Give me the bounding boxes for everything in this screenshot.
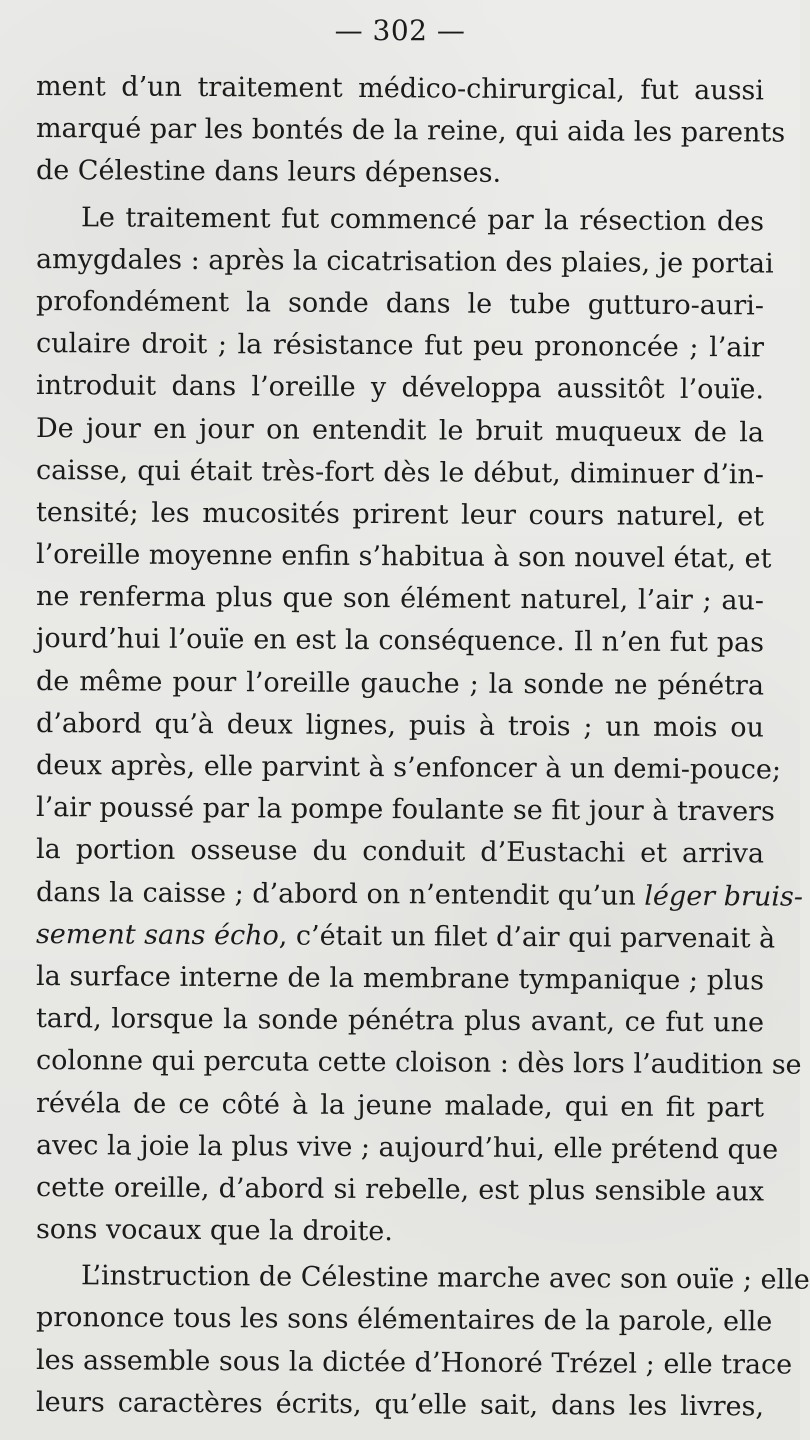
text-line: caisse, qui était très-fort dès le début, diminuer d’in- — [35, 454, 765, 491]
text-line: tard, lorsque la sonde pénétra plus avant, ce fut une — [35, 1003, 765, 1039]
line-suffix: , c’était un filet d’air qui parvenait à — [278, 920, 776, 955]
text-line: culaire droit ; la résistance fut peu prononcée ; l’air — [35, 328, 765, 364]
italic-phrase: léger bruis- — [644, 880, 804, 913]
text-line: marqué par les bontés de la reine, qui aida les parents — [35, 113, 786, 149]
text-line: jourd’hui l’ouïe en est la conséquence. Il n’en fut pas — [35, 623, 765, 659]
text-line: ment d’un traitement médico-chirurgical, fut aussi — [35, 71, 765, 107]
text-line: introduit dans l’oreille y développa aussitôt l’ouïe. — [35, 370, 765, 406]
text-line: sons vocaux que la droite. — [35, 1214, 393, 1248]
text-line: leurs caractères écrits, qu’elle sait, dans les livres, — [35, 1386, 765, 1423]
text-line — [35, 872, 804, 919]
text-line: de même pour l’oreille gauche ; la sonde ne pénétra — [35, 665, 765, 702]
text-line — [35, 914, 776, 961]
text-line: ne renferma plus que son élément naturel, l’air ; au- — [35, 581, 765, 617]
text-line: d’abord qu’à deux lignes, puis à trois ; un mois ou — [35, 707, 765, 744]
text-line: amygdales : après la cicatrisation des plaies, je portai — [35, 243, 774, 280]
text-line: la portion osseuse du conduit d’Eustachi et arriva — [35, 834, 765, 870]
text-line: deux après, elle parvint à s’enfoncer à un demi-pouce; — [35, 750, 782, 786]
text-line: Le traitement fut commencé par la résection des — [80, 201, 765, 238]
line-prefix: dans la caisse ; d’abord on n’entendit qu’un — [35, 876, 645, 912]
text-line: cette oreille, d’abord si rebelle, est plus sensible aux — [35, 1171, 765, 1208]
text-line: De jour en jour on entendit le bruit muqueux de la — [35, 412, 765, 448]
italic-phrase: sement sans écho — [35, 918, 279, 952]
text-line: la surface interne de la membrane tympanique ; plus — [35, 960, 765, 997]
page-number: — 302 — — [334, 14, 466, 47]
text-line: l’air poussé par la pompe foulante se fit jour à travers — [35, 792, 775, 828]
text-line: profondément la sonde dans le tube gutturo-auri- — [35, 285, 765, 322]
text-line: tensité; les mucosités prirent leur cours naturel, et — [35, 496, 765, 533]
text-line: prononce tous les sons élémentaires de la parole, elle — [35, 1302, 773, 1338]
text-line: avec la joie la plus vive ; aujourd’hui, elle prétend que — [35, 1129, 779, 1166]
text-line: l’oreille moyenne enfin s’habitua à son nouvel état, et — [35, 539, 772, 575]
page-text — [35, 66, 810, 1424]
text-line: L’instruction de Célestine marche avec son ouïe ; elle — [80, 1260, 810, 1296]
text-line: de Célestine dans leurs dépenses. — [35, 155, 502, 190]
text-line: les assemble sous la dictée d’Honoré Trézel ; elle trace — [35, 1344, 793, 1381]
text-line: révéla de ce côté à la jeune malade, qui en fit part — [35, 1087, 765, 1123]
text-line: colonne qui percuta cette cloison : dès lors l’audition se — [35, 1045, 802, 1081]
